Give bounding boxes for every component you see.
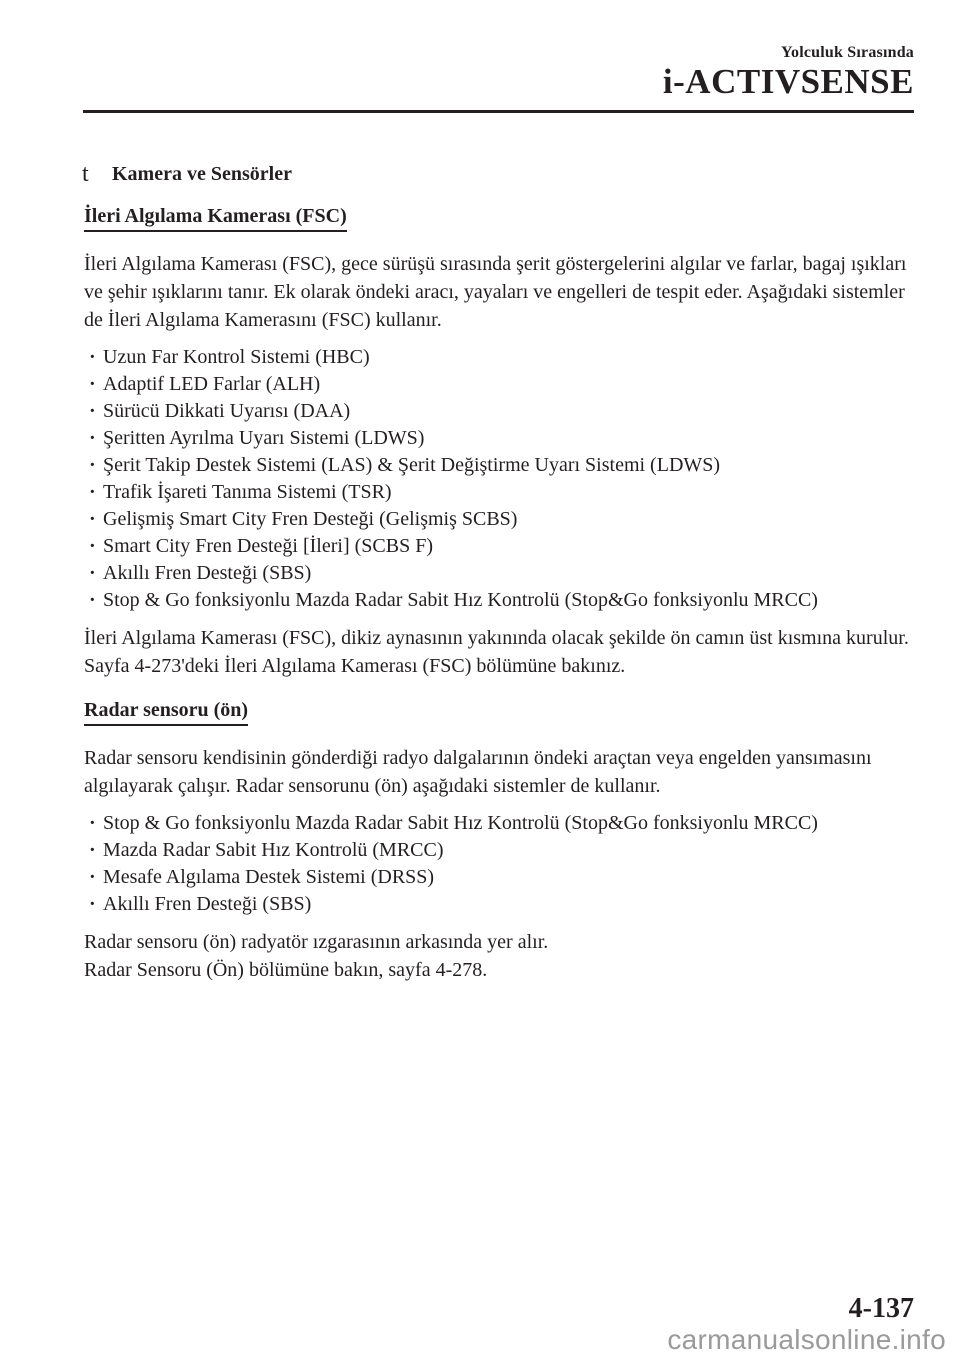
list-item: · Trafik İşareti Tanıma Sistemi (TSR) <box>84 479 914 506</box>
list-item: · Şeritten Ayrılma Uyarı Sistemi (LDWS) <box>84 425 914 452</box>
page-number: 4-137 <box>848 1293 914 1324</box>
fsc-reference: Sayfa 4-273'deki İleri Algılama Kamerası (FSC) bölümüne bakınız. <box>84 655 626 677</box>
header-divider <box>83 110 914 113</box>
page-content <box>84 160 914 984</box>
fsc-heading: İleri Algılama Kamerası (FSC) <box>84 204 347 232</box>
list-item: · Akıllı Fren Desteği (SBS) <box>84 560 914 587</box>
section-heading <box>84 160 914 188</box>
list-item: · Sürücü Dikkati Uyarısı (DAA) <box>84 398 914 425</box>
radar-intro: Radar sensoru kendisinin gönderdiği radyo dalgalarının öndeki araçtan veya engelden yansımasını algılayarak çalışır. Radar sensorunu (ön) aşağıdaki sistemler de kullanır. <box>84 747 872 797</box>
fsc-location: İleri Algılama Kamerası (FSC), dikiz aynasının yakınında olacak şekilde ön camın üst kısmına kurulur. <box>84 627 909 649</box>
list-item: · Şerit Takip Destek Sistemi (LAS) & Şerit Değiştirme Uyarı Sistemi (LDWS) <box>84 452 914 479</box>
radar-reference: Radar Sensoru (Ön) bölümüne bakın, sayfa 4-278. <box>84 959 488 981</box>
list-item: · Akıllı Fren Desteği (SBS) <box>84 891 914 918</box>
section-title: Kamera ve Sensörler <box>112 163 292 185</box>
list-item: · Uzun Far Kontrol Sistemi (HBC) <box>84 344 914 371</box>
list-item: · Mesafe Algılama Destek Sistemi (DRSS) <box>84 864 914 891</box>
list-item: · Stop & Go fonksiyonlu Mazda Radar Sabit Hız Kontrolü (Stop&Go fonksiyonlu MRCC) <box>84 587 914 614</box>
chapter-title: i-ACTIVSENSE <box>662 62 914 101</box>
list-item: · Stop & Go fonksiyonlu Mazda Radar Sabit Hız Kontrolü (Stop&Go fonksiyonlu MRCC) <box>84 810 914 837</box>
list-item: · Smart City Fren Desteği [İleri] (SCBS F) <box>84 533 914 560</box>
list-item: · Mazda Radar Sabit Hız Kontrolü (MRCC) <box>84 837 914 864</box>
radar-location: Radar sensoru (ön) radyatör ızgarasının arkasında yer alır. <box>84 931 549 953</box>
list-item: · Gelişmiş Smart City Fren Desteği (Gelişmiş SCBS) <box>84 506 914 533</box>
fsc-intro: İleri Algılama Kamerası (FSC), gece sürüşü sırasında şerit göstergelerini algılar ve farlar, bagaj ışıkları ve şehir ışıklarını tanır. Ek olarak öndeki aracı, yayaları ve engelleri de tespit eder. Aşağıdaki sistemler de İleri Algılama Kamerasını (FSC) kullanır. <box>84 253 907 331</box>
list-item: · Adaptif LED Farlar (ALH) <box>84 371 914 398</box>
watermark: carmanualsonline.info <box>667 1324 946 1355</box>
chapter-subtitle: Yolculuk Sırasında <box>781 44 914 61</box>
radar-system-list <box>84 810 914 918</box>
radar-heading: Radar sensoru (ön) <box>84 698 248 726</box>
section-marker-icon: t <box>82 161 89 187</box>
fsc-system-list <box>84 344 914 614</box>
